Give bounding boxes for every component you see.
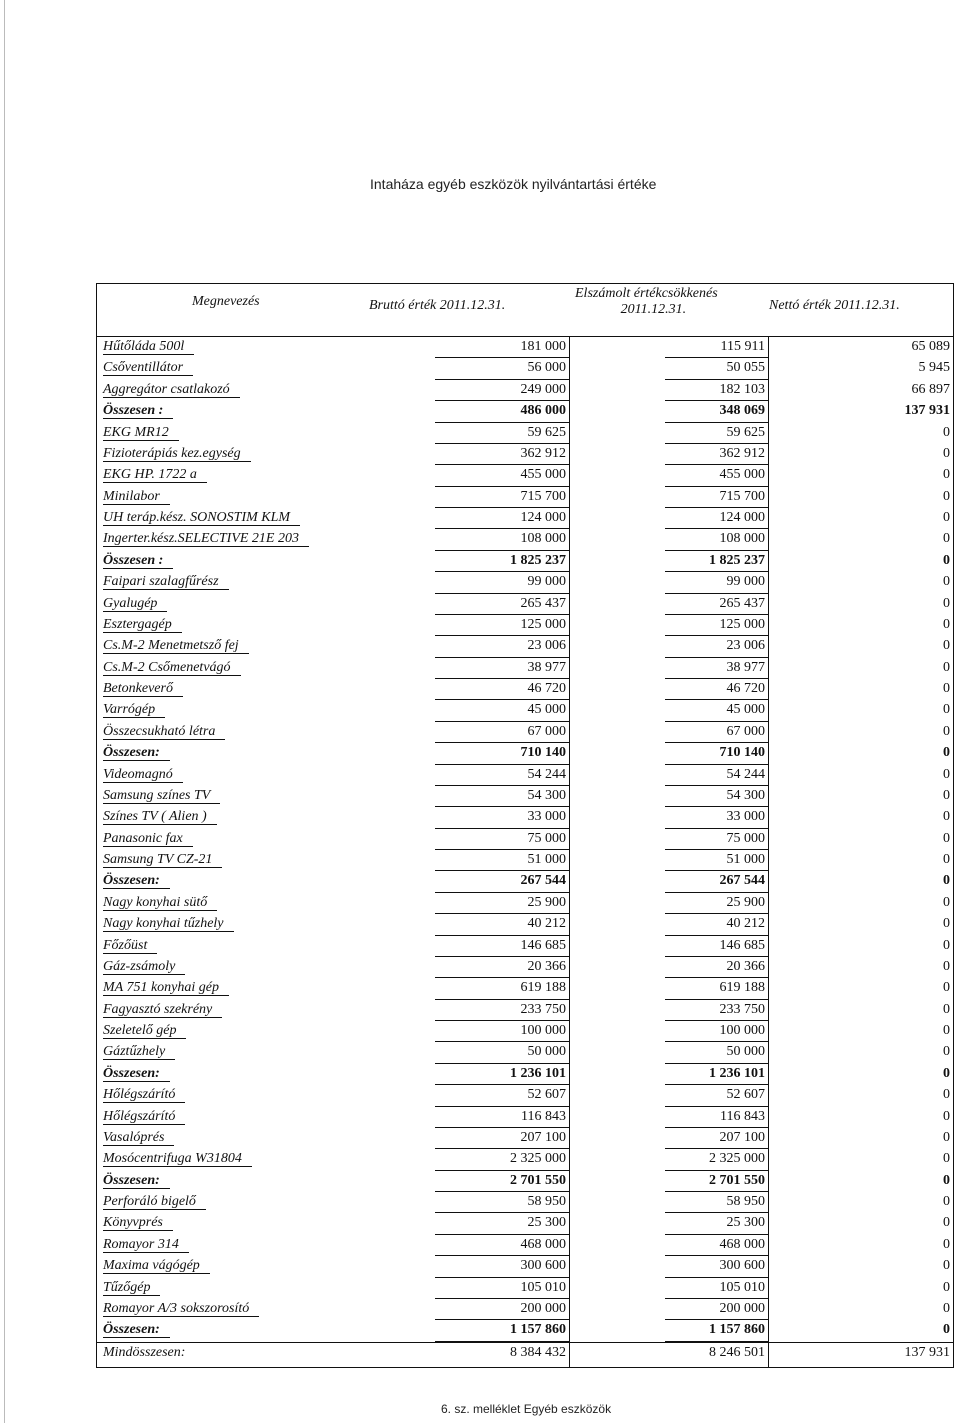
row-depreciation: 38 977 [665,658,769,679]
row-net: 0 [943,852,950,867]
grand-total-label: Mindösszesen: [103,1344,186,1360]
row-net: 0 [943,809,950,825]
row-name: Színes TV ( Alien ) [103,807,369,828]
row-name: Gáz-zsámoly [103,957,369,978]
row-gross: 23 006 [435,636,570,657]
row-net: 5 945 [918,360,950,376]
row-net: 137 931 [904,403,950,419]
row-name: Gáztűzhely [103,1042,369,1063]
row-name: Panasonic fax [103,829,369,850]
row-gross: 124 000 [435,508,570,529]
row-depreciation: 146 685 [665,936,769,957]
row-net: 0 [943,552,950,568]
row-depreciation: 2 701 550 [665,1171,769,1192]
table-row [97,444,953,465]
grand-total-net: 137 931 [904,1344,950,1360]
row-gross: 200 000 [435,1299,570,1320]
row-name: Betonkeverő [103,679,369,700]
row-gross: 108 000 [435,529,570,550]
row-depreciation: 50 055 [665,358,769,379]
row-depreciation: 67 000 [665,722,769,743]
row-net: 0 [943,1172,950,1188]
row-depreciation: 23 006 [665,636,769,657]
table-row [97,1256,953,1277]
row-name: Fizioterápiás kez.egység [103,444,369,465]
row-gross: 100 000 [435,1021,570,1042]
row-net: 0 [943,830,950,846]
row-net: 0 [943,1215,950,1231]
row-gross: 46 720 [435,679,570,700]
row-gross: 105 010 [435,1278,570,1299]
row-net: 0 [943,745,950,761]
table-row [97,1278,953,1299]
grand-total-gross: 8 384 432 [435,1343,570,1367]
row-name: Összesen : [103,401,369,422]
row-gross: 207 100 [435,1128,570,1149]
header-depreciation [575,286,718,318]
table-row [97,1085,953,1106]
row-depreciation: 51 000 [665,850,769,871]
table-row [97,786,953,807]
table-row [97,914,953,935]
table-row [97,1149,953,1170]
row-depreciation: 267 544 [665,871,769,892]
row-net: 0 [943,873,950,889]
row-depreciation: 2 325 000 [665,1149,769,1170]
row-depreciation: 59 625 [665,423,769,444]
row-net: 0 [943,1194,950,1209]
subtotal-row [97,1171,953,1192]
table-row [97,957,953,978]
row-gross: 265 437 [435,594,570,615]
table-row [97,380,953,401]
row-gross: 40 212 [435,914,570,935]
table-row [97,936,953,957]
row-name: UH teráp.kész. SONOSTIM KLM [103,508,369,529]
table-row [97,465,953,486]
row-name: Romayor A/3 sokszorosító [103,1299,369,1320]
subtotal-row [97,1320,953,1341]
row-net: 0 [943,787,950,803]
row-name: Összesen: [103,1171,369,1192]
row-depreciation: 233 750 [665,1000,769,1021]
row-net: 0 [943,424,950,440]
header-net: Nettó érték 2011.12.31. [769,298,900,313]
row-net: 0 [943,1300,950,1316]
row-name: Csőventillátor [103,358,369,379]
row-net: 0 [943,937,950,953]
row-name: Samsung színes TV [103,786,369,807]
row-gross: 51 000 [435,850,570,871]
table-header [97,284,953,337]
row-net: 66 897 [911,381,950,397]
row-gross: 715 700 [435,487,570,508]
row-name: Mosócentrifuga W31804 [103,1149,369,1170]
row-name: Hőlégszárító [103,1107,369,1128]
row-depreciation: 1 825 237 [665,551,769,572]
row-net: 0 [943,958,950,974]
row-depreciation: 124 000 [665,508,769,529]
row-name: Összesen : [103,551,369,572]
row-net: 0 [943,510,950,525]
row-name: Perforáló bigelő [103,1192,369,1213]
table-row [97,1128,953,1149]
row-depreciation: 125 000 [665,615,769,636]
row-net: 0 [943,681,950,696]
row-name: Vasalóprés [103,1128,369,1149]
row-depreciation: 1 236 101 [665,1064,769,1085]
row-name: Összesen: [103,871,369,892]
row-net: 0 [943,595,950,611]
row-gross: 54 300 [435,786,570,807]
row-depreciation: 115 911 [665,337,769,358]
row-gross: 58 950 [435,1192,570,1213]
subtotal-row [97,743,953,764]
row-gross: 619 188 [435,978,570,999]
row-gross: 249 000 [435,380,570,401]
row-name: Nagy konyhai tűzhely [103,914,369,935]
row-net: 0 [943,1108,950,1124]
table-row [97,978,953,999]
row-gross: 1 157 860 [435,1320,570,1341]
row-name: Összesen: [103,743,369,764]
row-name: Varrógép [103,700,369,721]
row-depreciation: 50 000 [665,1042,769,1063]
table-row [97,722,953,743]
row-net: 0 [943,616,950,632]
row-gross: 362 912 [435,444,570,465]
row-name: EKG MR12 [103,423,369,444]
row-depreciation: 715 700 [665,487,769,508]
row-name: Összesen: [103,1320,369,1341]
table-row [97,508,953,529]
row-name: Maxima vágógép [103,1256,369,1277]
row-name: Főzőüst [103,936,369,957]
row-depreciation: 100 000 [665,1021,769,1042]
table-row [97,1213,953,1234]
grand-total-row [97,1342,953,1368]
row-gross: 146 685 [435,936,570,957]
row-depreciation: 45 000 [665,700,769,721]
row-net: 0 [943,1322,950,1338]
row-depreciation: 25 300 [665,1213,769,1234]
row-depreciation: 207 100 [665,1128,769,1149]
row-depreciation: 54 300 [665,786,769,807]
table-row [97,679,953,700]
row-name: Nagy konyhai sütő [103,893,369,914]
table-row [97,1000,953,1021]
table-row [97,337,953,358]
row-name: MA 751 konyhai gép [103,978,369,999]
row-gross: 54 244 [435,765,570,786]
row-depreciation: 58 950 [665,1192,769,1213]
row-net: 0 [943,980,950,996]
row-name: Hőlégszárító [103,1085,369,1106]
row-net: 0 [943,467,950,483]
table-row [97,765,953,786]
row-depreciation: 20 366 [665,957,769,978]
row-name: Gyalugép [103,594,369,615]
row-depreciation: 710 140 [665,743,769,764]
row-net: 0 [943,1236,950,1252]
row-net: 0 [943,488,950,504]
row-gross: 2 325 000 [435,1149,570,1170]
table-row [97,1235,953,1256]
row-net: 0 [943,574,950,590]
row-depreciation: 108 000 [665,529,769,550]
row-depreciation: 455 000 [665,465,769,486]
row-name: Romayor 314 [103,1235,369,1256]
row-net: 0 [943,531,950,547]
row-name: Samsung TV CZ-21 [103,850,369,871]
row-gross: 75 000 [435,829,570,850]
row-gross: 125 000 [435,615,570,636]
row-gross: 67 000 [435,722,570,743]
row-net: 0 [943,916,950,932]
table-row [97,1021,953,1042]
row-depreciation: 619 188 [665,978,769,999]
row-depreciation: 46 720 [665,679,769,700]
row-depreciation: 99 000 [665,572,769,593]
row-name: Faipari szalagfűrész [103,572,369,593]
subtotal-row [97,551,953,572]
row-gross: 52 607 [435,1085,570,1106]
subtotal-row [97,871,953,892]
row-name: Ingerter.kész.SELECTIVE 21E 203 [103,529,369,550]
row-depreciation: 52 607 [665,1085,769,1106]
row-gross: 99 000 [435,572,570,593]
row-gross: 50 000 [435,1042,570,1063]
table-row [97,850,953,871]
header-depreciation-line1: Elszámolt értékcsökkenés [575,286,718,301]
row-depreciation: 33 000 [665,807,769,828]
table-row [97,572,953,593]
row-gross: 267 544 [435,871,570,892]
table-row [97,594,953,615]
row-net: 0 [943,1087,950,1103]
row-depreciation: 182 103 [665,380,769,401]
row-depreciation: 105 010 [665,1278,769,1299]
page-title: Intaháza egyéb eszközök nyilvántartási értéke [370,176,657,192]
row-depreciation: 40 212 [665,914,769,935]
row-gross: 1 825 237 [435,551,570,572]
row-name: Összesen: [103,1064,369,1085]
table-row [97,1042,953,1063]
row-name: Cs.M-2 Menetmetsző fej [103,636,369,657]
row-depreciation: 300 600 [665,1256,769,1277]
table-row [97,423,953,444]
row-gross: 710 140 [435,743,570,764]
table-body [97,337,953,1342]
header-gross: Bruttó érték 2011.12.31. [369,298,506,313]
row-net: 0 [943,723,950,739]
row-name: Cs.M-2 Csőmenetvágó [103,658,369,679]
row-gross: 25 300 [435,1213,570,1234]
row-gross: 20 366 [435,957,570,978]
row-depreciation: 265 437 [665,594,769,615]
row-name: Esztergagép [103,615,369,636]
row-net: 0 [943,1258,950,1274]
row-depreciation: 75 000 [665,829,769,850]
row-gross: 455 000 [435,465,570,486]
row-depreciation: 348 069 [665,401,769,422]
row-name: Hűtőláda 500l [103,337,369,358]
table-row [97,1107,953,1128]
subtotal-row [97,1064,953,1085]
row-depreciation: 362 912 [665,444,769,465]
table-row [97,1192,953,1213]
asset-table [96,283,954,1368]
row-gross: 45 000 [435,700,570,721]
table-row [97,700,953,721]
row-gross: 116 843 [435,1107,570,1128]
row-net: 0 [943,638,950,654]
row-gross: 59 625 [435,423,570,444]
row-gross: 300 600 [435,1256,570,1277]
row-gross: 468 000 [435,1235,570,1256]
row-gross: 181 000 [435,337,570,358]
row-net: 0 [943,1279,950,1295]
row-net: 0 [943,1023,950,1038]
grand-total-depreciation: 8 246 501 [665,1343,769,1367]
row-net: 0 [943,1001,950,1017]
row-net: 0 [943,702,950,718]
page-edge-line [4,0,5,1423]
row-name: Szeletelő gép [103,1021,369,1042]
table-row [97,829,953,850]
row-net: 0 [943,1151,950,1167]
row-name: EKG HP. 1722 a [103,465,369,486]
row-name: Minilabor [103,487,369,508]
row-depreciation: 1 157 860 [665,1320,769,1341]
row-gross: 1 236 101 [435,1064,570,1085]
header-name: Megnevezés [192,294,260,309]
row-name: Összecsukható létra [103,722,369,743]
row-depreciation: 468 000 [665,1235,769,1256]
row-name: Fagyasztó szekrény [103,1000,369,1021]
row-gross: 2 701 550 [435,1171,570,1192]
subtotal-row [97,401,953,422]
footer-note: 6. sz. melléklet Egyéb eszközök [441,1402,612,1416]
row-depreciation: 116 843 [665,1107,769,1128]
row-depreciation: 25 900 [665,893,769,914]
table-row [97,1299,953,1320]
row-gross: 25 900 [435,893,570,914]
table-row [97,658,953,679]
table-row [97,636,953,657]
row-depreciation: 54 244 [665,765,769,786]
row-name: Könyvprés [103,1213,369,1234]
row-net: 0 [943,1065,950,1081]
table-row [97,807,953,828]
row-gross: 486 000 [435,401,570,422]
table-row [97,487,953,508]
row-net: 0 [943,1129,950,1145]
header-depreciation-line2: 2011.12.31. [620,302,687,317]
row-gross: 233 750 [435,1000,570,1021]
row-net: 65 089 [911,339,950,354]
row-name: Tűzőgép [103,1278,369,1299]
row-net: 0 [943,894,950,910]
row-name: Aggregátor csatlakozó [103,380,369,401]
row-gross: 38 977 [435,658,570,679]
row-net: 0 [943,1044,950,1060]
row-net: 0 [943,445,950,461]
table-row [97,529,953,550]
row-gross: 56 000 [435,358,570,379]
row-gross: 33 000 [435,807,570,828]
table-row [97,893,953,914]
table-row [97,358,953,379]
table-row [97,615,953,636]
row-net: 0 [943,766,950,782]
row-name: Videomagnó [103,765,369,786]
row-depreciation: 200 000 [665,1299,769,1320]
row-net: 0 [943,659,950,675]
